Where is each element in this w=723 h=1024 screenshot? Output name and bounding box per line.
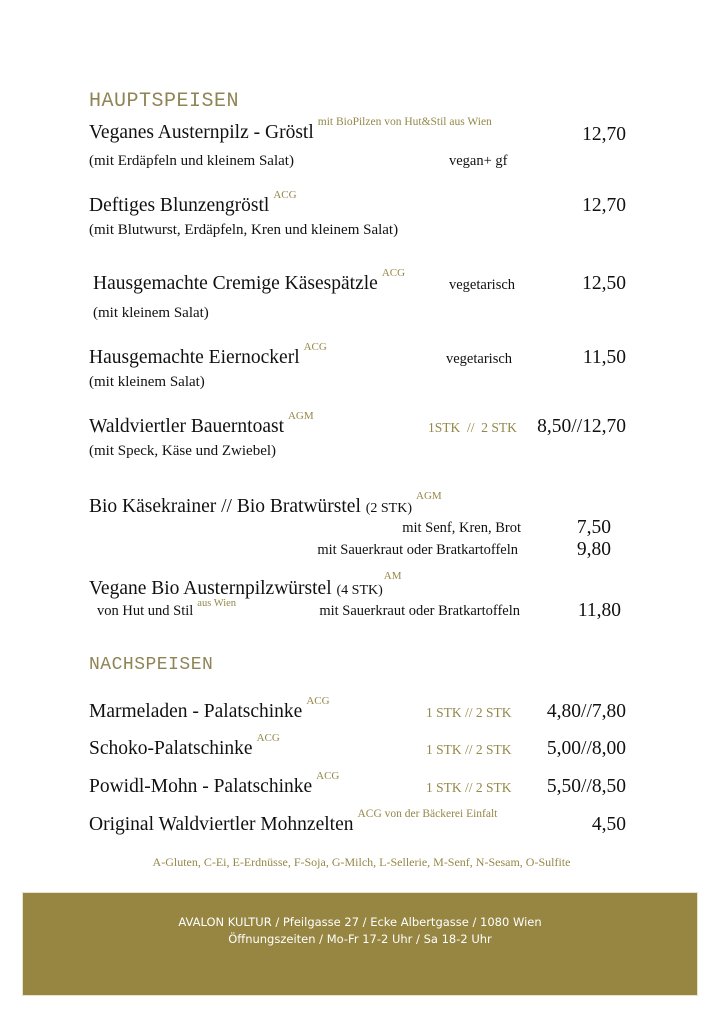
dish-price: 11,50 xyxy=(582,347,626,368)
option-price: 9,80 xyxy=(576,539,611,560)
menu-item-name xyxy=(89,341,327,369)
allergen-code: AGM xyxy=(287,410,314,422)
dish-name: Original Waldviertler Mohnzelten xyxy=(89,814,354,835)
diet-tag: vegetarisch xyxy=(446,351,513,367)
dish-description: (mit kleinem Salat) xyxy=(93,305,209,321)
section-title-main: HAUPTSPEISEN xyxy=(89,90,240,113)
dish-description: (mit Speck, Käse und Zwiebel) xyxy=(89,443,277,459)
origin-label: von Hut und Stil xyxy=(97,603,194,619)
origin-note: aus Wien xyxy=(197,598,237,609)
quantity: (4 STK) xyxy=(336,583,383,598)
allergen-code: ACG xyxy=(381,267,406,279)
allergen-code: ACG xyxy=(273,189,297,201)
portion-size: 1STK // 2 STK xyxy=(428,420,517,435)
menu-item-name xyxy=(89,808,498,836)
option-label: mit Sauerkraut oder Bratkartoffeln xyxy=(319,603,520,619)
menu-item-name xyxy=(89,410,314,438)
dish-description: (mit Blutwurst, Erdäpfeln, Kren und kleinem Salat) xyxy=(89,222,399,238)
dish-price: 5,50//8,50 xyxy=(546,776,626,797)
allergen-legend: A-Gluten, C-Ei, E-Erdnüsse, F-Soja, G-Milch, L-Sellerie, M-Senf, N-Sesam, O-Sulfite xyxy=(152,855,571,869)
menu-item-name xyxy=(89,770,340,798)
dish-price: 12,70 xyxy=(582,124,626,145)
menu-item-name xyxy=(89,189,297,217)
dish-name: Deftiges Blunzengröstl xyxy=(89,195,270,216)
dish-name: Bio Käsekrainer // Bio Bratwürstel xyxy=(89,496,361,517)
dish-note: mit BioPilzen von Hut&Stil aus Wien xyxy=(317,116,492,128)
menu-item-name xyxy=(89,490,442,518)
option-label: mit Senf, Kren, Brot xyxy=(402,520,521,536)
menu-item-name xyxy=(89,570,402,600)
option-price: 7,50 xyxy=(576,517,611,538)
section-title-desserts: NACHSPEISEN xyxy=(89,655,214,675)
footer-opening-hours: Öffnungszeiten / Mo-Fr 17-2 Uhr / Sa 18-2 Uhr xyxy=(228,932,492,946)
allergen-code: ACG xyxy=(316,770,340,782)
dish-description: (mit kleinem Salat) xyxy=(89,374,205,390)
menu-item-name xyxy=(89,732,280,760)
portion-size: 1 STK // 2 STK xyxy=(426,705,512,720)
option-label: mit Sauerkraut oder Bratkartoffeln xyxy=(317,542,518,558)
dish-name: Hausgemachte Cremige Käsespätzle xyxy=(93,273,378,294)
dish-name: Hausgemachte Eiernockerl xyxy=(89,347,300,368)
diet-tag: vegan+ gf xyxy=(449,153,508,169)
footer-banner xyxy=(23,893,697,995)
quantity: (2 STK) xyxy=(365,501,413,516)
origin xyxy=(97,598,237,620)
dish-name: Schoko-Palatschinke xyxy=(89,738,253,759)
dish-price: 12,50 xyxy=(582,273,626,294)
menu-item-name xyxy=(89,116,492,144)
dish-note: ACG von der Bäckerei Einfalt xyxy=(357,808,498,820)
allergen-code: ACG xyxy=(256,732,280,744)
dish-price: 8,50//12,70 xyxy=(537,416,626,437)
dish-description: (mit Erdäpfeln und kleinem Salat) xyxy=(89,153,294,169)
allergen-code: ACG xyxy=(303,341,327,353)
portion-size: 1 STK // 2 STK xyxy=(426,742,512,757)
dish-name: Vegane Bio Austernpilzwürstel xyxy=(89,578,332,599)
dish-name: Powidl-Mohn - Palatschinke xyxy=(89,776,313,797)
dish-name: Waldviertler Bauerntoast xyxy=(89,416,284,437)
menu-item-name xyxy=(93,267,406,295)
portion-size: 1 STK // 2 STK xyxy=(426,780,512,795)
dish-price: 5,00//8,00 xyxy=(546,738,626,759)
allergen-code: AGM xyxy=(416,490,442,502)
diet-tag: vegetarisch xyxy=(449,277,516,293)
option-price: 11,80 xyxy=(577,600,621,621)
allergen-code: ACG xyxy=(306,695,330,707)
dish-price: 4,80//7,80 xyxy=(546,701,626,722)
menu-item-name xyxy=(89,695,330,723)
footer-address: AVALON KULTUR / Pfeilgasse 27 / Ecke Albertgasse / 1080 Wien xyxy=(178,915,542,929)
dish-price: 12,70 xyxy=(582,195,626,216)
dish-name: Marmeladen - Palatschinke xyxy=(89,701,303,722)
dish-price: 4,50 xyxy=(591,814,626,835)
allergen-code: AM xyxy=(383,570,402,582)
dish-name: Veganes Austernpilz - Gröstl xyxy=(89,122,314,143)
